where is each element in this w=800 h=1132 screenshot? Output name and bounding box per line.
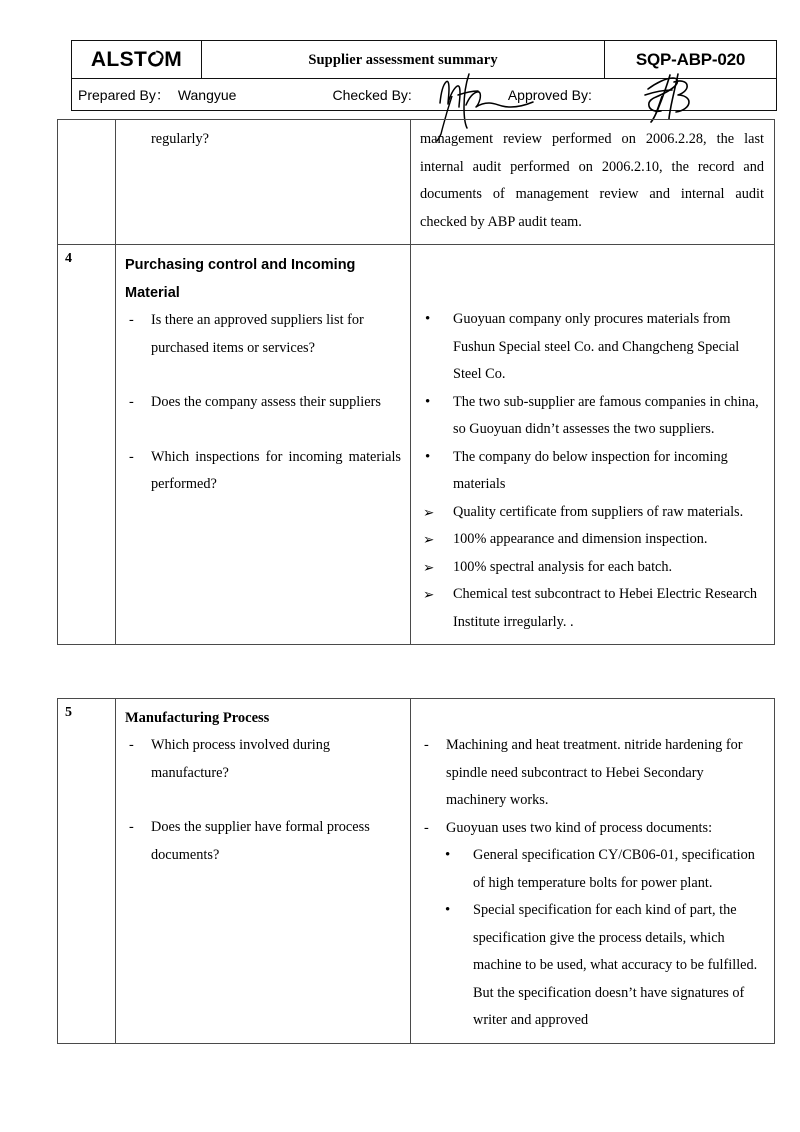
section-4-answer-text: Quality certificate from suppliers of raw materials. <box>453 503 744 520</box>
section-5-answer-item <box>420 732 764 815</box>
section-5-answer-cell <box>411 699 775 1044</box>
spacer <box>125 362 401 389</box>
answer-top-offset <box>420 251 764 306</box>
question-cell-continued <box>116 120 411 245</box>
arrow-marker-icon: ➢ <box>423 587 435 602</box>
alstom-logo-o-icon <box>147 49 164 69</box>
document-code: SQP-ABP-020 <box>635 49 746 69</box>
section-4-answer-item <box>420 554 764 582</box>
section-4-answer-item <box>420 389 764 444</box>
header-title-row <box>72 41 777 79</box>
dash-marker-icon: - <box>424 819 429 836</box>
bullet-marker-icon: • <box>425 448 431 465</box>
checked-by-label: Checked By: <box>332 86 412 103</box>
bullet-marker-icon: • <box>445 902 451 918</box>
dash-marker-icon: - <box>129 394 134 410</box>
section-4-number-cell <box>58 245 116 645</box>
section-5-number: 5 <box>65 705 72 720</box>
section-5-question-text: Does the supplier have formal process documents? <box>151 819 370 863</box>
document-header-table <box>71 40 777 111</box>
header-signature-row <box>72 79 777 111</box>
section-4-question-text: Which inspections for incoming materials performed? <box>151 448 401 492</box>
section-5-number-cell <box>58 699 116 1044</box>
section-5-table <box>57 698 775 1044</box>
arrow-marker-icon: ➢ <box>423 559 435 575</box>
bullet-marker-icon: • <box>425 311 431 327</box>
approved-by-label: Approved By: <box>507 86 592 103</box>
table-row-section-4 <box>58 245 775 645</box>
prepared-by-label: Prepared By： <box>78 86 170 103</box>
section-4-question-item <box>125 444 401 499</box>
answer-cell-continued <box>411 120 775 245</box>
table-row-continued <box>58 120 775 245</box>
logo-cell <box>72 41 202 79</box>
alstom-logo-text-left: ALST <box>90 47 148 71</box>
answer-top-offset <box>420 705 764 732</box>
section-5-question-content <box>116 699 410 877</box>
section-4-heading: Purchasing control and Incoming Material <box>125 257 356 301</box>
section-4-question-cell <box>116 245 411 645</box>
section-5-question-item <box>125 732 401 787</box>
spacer <box>125 417 401 444</box>
dash-marker-icon: - <box>129 819 134 835</box>
section-4-answer-cell <box>411 245 775 645</box>
section-5-question-item <box>125 814 401 869</box>
signature-cell <box>72 79 777 111</box>
document-title-cell <box>202 41 605 79</box>
section-4-answer-item <box>420 526 764 554</box>
dash-marker-icon: - <box>129 312 134 328</box>
alstom-logo-text-right: M <box>164 47 183 71</box>
section-5-answer-item <box>420 815 764 843</box>
section-4-answer-text: Guoyuan company only procures materials from Fushun Special steel Co. and Changcheng Special Steel Co. <box>453 311 740 382</box>
section-5-answer-text: General specification CY/CB06-01, specification of high temperature bolts for power plant. <box>473 847 755 891</box>
document-title: Supplier assessment summary <box>308 51 498 68</box>
arrow-marker-icon: ➢ <box>423 532 435 547</box>
table-row-section-5 <box>58 699 775 1044</box>
question-content <box>116 120 410 162</box>
dash-marker-icon: - <box>129 737 134 753</box>
section-5-answer-item <box>420 842 764 897</box>
section-4-question-text: Does the company assess their suppliers <box>151 394 381 410</box>
section-5-heading: Manufacturing Process <box>125 710 270 726</box>
section-4-answer-item <box>420 444 764 499</box>
section-4-number: 4 <box>65 251 72 266</box>
section-4-answer-item <box>420 306 764 389</box>
signature-row <box>72 79 776 110</box>
document-code-cell <box>605 41 777 79</box>
section-5-answer-content <box>411 699 774 1043</box>
section-4-question-text: Is there an approved suppliers list for purchased items or services? <box>151 312 364 356</box>
section-5-answer-item <box>420 897 764 1035</box>
spacer <box>125 787 401 814</box>
row-number-cell <box>58 120 116 245</box>
section-5-question-text: Which process involved during manufacture? <box>151 737 331 781</box>
section-5-question-cell <box>116 699 411 1044</box>
section-4-answer-text: 100% appearance and dimension inspection. <box>453 531 708 547</box>
dash-marker-icon: - <box>129 448 134 465</box>
question-text-continued: regularly? <box>151 131 209 147</box>
bullet-marker-icon: • <box>425 393 431 410</box>
section-4-answer-content <box>411 245 774 644</box>
section-4-answer-text: The two sub-supplier are famous companies in china, so Guoyuan didn’t assesses the two suppliers. <box>453 393 759 437</box>
section-5-answer-text: Machining and heat treatment. nitride hardening for spindle need subcontract to Hebei Secondary machinery works. <box>446 737 743 808</box>
prepared-by-value: Wangyue <box>177 86 237 103</box>
section-4-answer-text: Chemical test subcontract to Hebei Electric Research Institute irregularly. . <box>453 586 758 630</box>
section-4-answer-item <box>420 581 764 636</box>
dash-marker-icon: - <box>424 737 429 753</box>
section-4-answer-item <box>420 499 764 527</box>
section-4-question-item <box>125 307 401 362</box>
answer-text-continued: management review performed on 2006.2.28, the last internal audit performed on 2006.2.10, the record and documents of management review and internal audit checked by ABP audit team. <box>420 131 764 230</box>
section-4-answer-text: The company do below inspection for incoming materials <box>453 448 728 492</box>
alstom-logo <box>91 49 182 70</box>
bullet-marker-icon: • <box>445 847 451 863</box>
section-5-answer-text: Special specification for each kind of part, the specification give the process details, which machine to be used, what accuracy to be fulfilled. But the specification doesn’t have signatures of writer and approved <box>473 902 758 1028</box>
section-4-question-content <box>116 245 410 507</box>
arrow-marker-icon: ➢ <box>423 504 435 520</box>
section-5-answer-text: Guoyuan uses two kind of process documents: <box>446 819 713 836</box>
row-number <box>58 120 115 126</box>
section-4-table <box>57 119 775 645</box>
answer-content <box>411 120 774 244</box>
section-4-answer-text: 100% spectral analysis for each batch. <box>453 558 673 575</box>
section-4-question-item <box>125 389 401 417</box>
